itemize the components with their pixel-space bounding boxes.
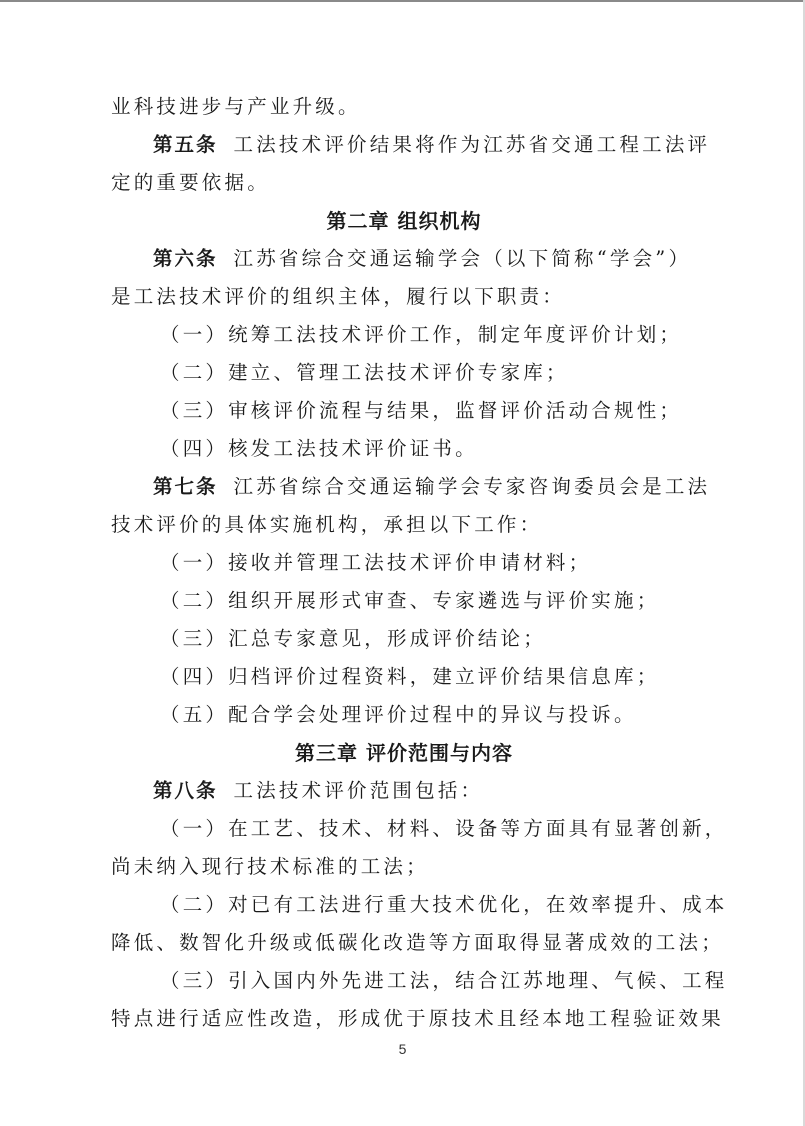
- body-line: 业科技进步与产业升级。: [111, 95, 361, 118]
- article-number: 第五条: [153, 133, 218, 156]
- document-body: [111, 88, 728, 1038]
- article-number: 第八条: [153, 779, 218, 802]
- article-line: [111, 240, 697, 278]
- body-line: 技术评价的具体实施机构，承担以下工作：: [111, 513, 543, 536]
- body-line: 降低、数智化升级或低碳化改造等方面取得显著成效的工法；: [111, 931, 724, 954]
- list-item: （一）在工艺、技术、材料、设备等方面具有显著创新，: [160, 817, 728, 840]
- list-item: （二）组织开展形式审查、专家遴选与评价实施；: [160, 589, 660, 612]
- list-item: （一）统筹工法技术评价工作，制定年度评价计划；: [160, 323, 683, 346]
- body-line: 特点进行适应性改造，形成优于原技术且经本地工程验证效果: [111, 1007, 724, 1030]
- list-item: （三）审核评价流程与结果，监督评价活动合规性；: [160, 399, 683, 422]
- list-item: （二）对已有工法进行重大技术优化，在效率提升、成本: [160, 893, 728, 916]
- list-item: （三）汇总专家意见，形成评价结论；: [160, 627, 546, 650]
- article-number: 第六条: [153, 247, 218, 270]
- body-line: 是工法技术评价的组织主体，履行以下职责：: [111, 285, 566, 308]
- chapter-heading: 第三章 评价范围与内容: [295, 741, 513, 765]
- list-item: （二）建立、管理工法技术评价专家库；: [160, 361, 569, 384]
- article-number: 第七条: [153, 475, 218, 498]
- article-text: 江苏省综合交通运输学会（以下简称“学会”）: [233, 247, 692, 270]
- list-item: （一）接收并管理工法技术评价申请材料；: [160, 551, 592, 574]
- body-line: 定的重要依据。: [111, 171, 270, 194]
- article-line: [111, 772, 697, 810]
- list-item: （四）归档评价过程资料，建立评价结果信息库；: [160, 665, 660, 688]
- body-line: 尚未纳入现行技术标准的工法；: [111, 855, 429, 878]
- article-line: [111, 468, 711, 506]
- list-item: （三）引入国内外先进工法，结合江苏地理、气候、工程: [160, 969, 728, 992]
- article-text: 江苏省综合交通运输学会专家咨询委员会是工法: [233, 475, 711, 498]
- article-line: [111, 126, 711, 164]
- page-number: 5: [398, 1041, 407, 1057]
- article-text: 工法技术评价范围包括：: [233, 779, 484, 802]
- chapter-heading: 第二章 组织机构: [326, 209, 482, 233]
- page-top-border: [0, 0, 805, 2]
- list-item: （五）配合学会处理评价过程中的异议与投诉。: [160, 703, 637, 726]
- article-text: 工法技术评价结果将作为江苏省交通工程工法评: [233, 133, 711, 156]
- list-item: （四）核发工法技术评价证书。: [160, 437, 478, 460]
